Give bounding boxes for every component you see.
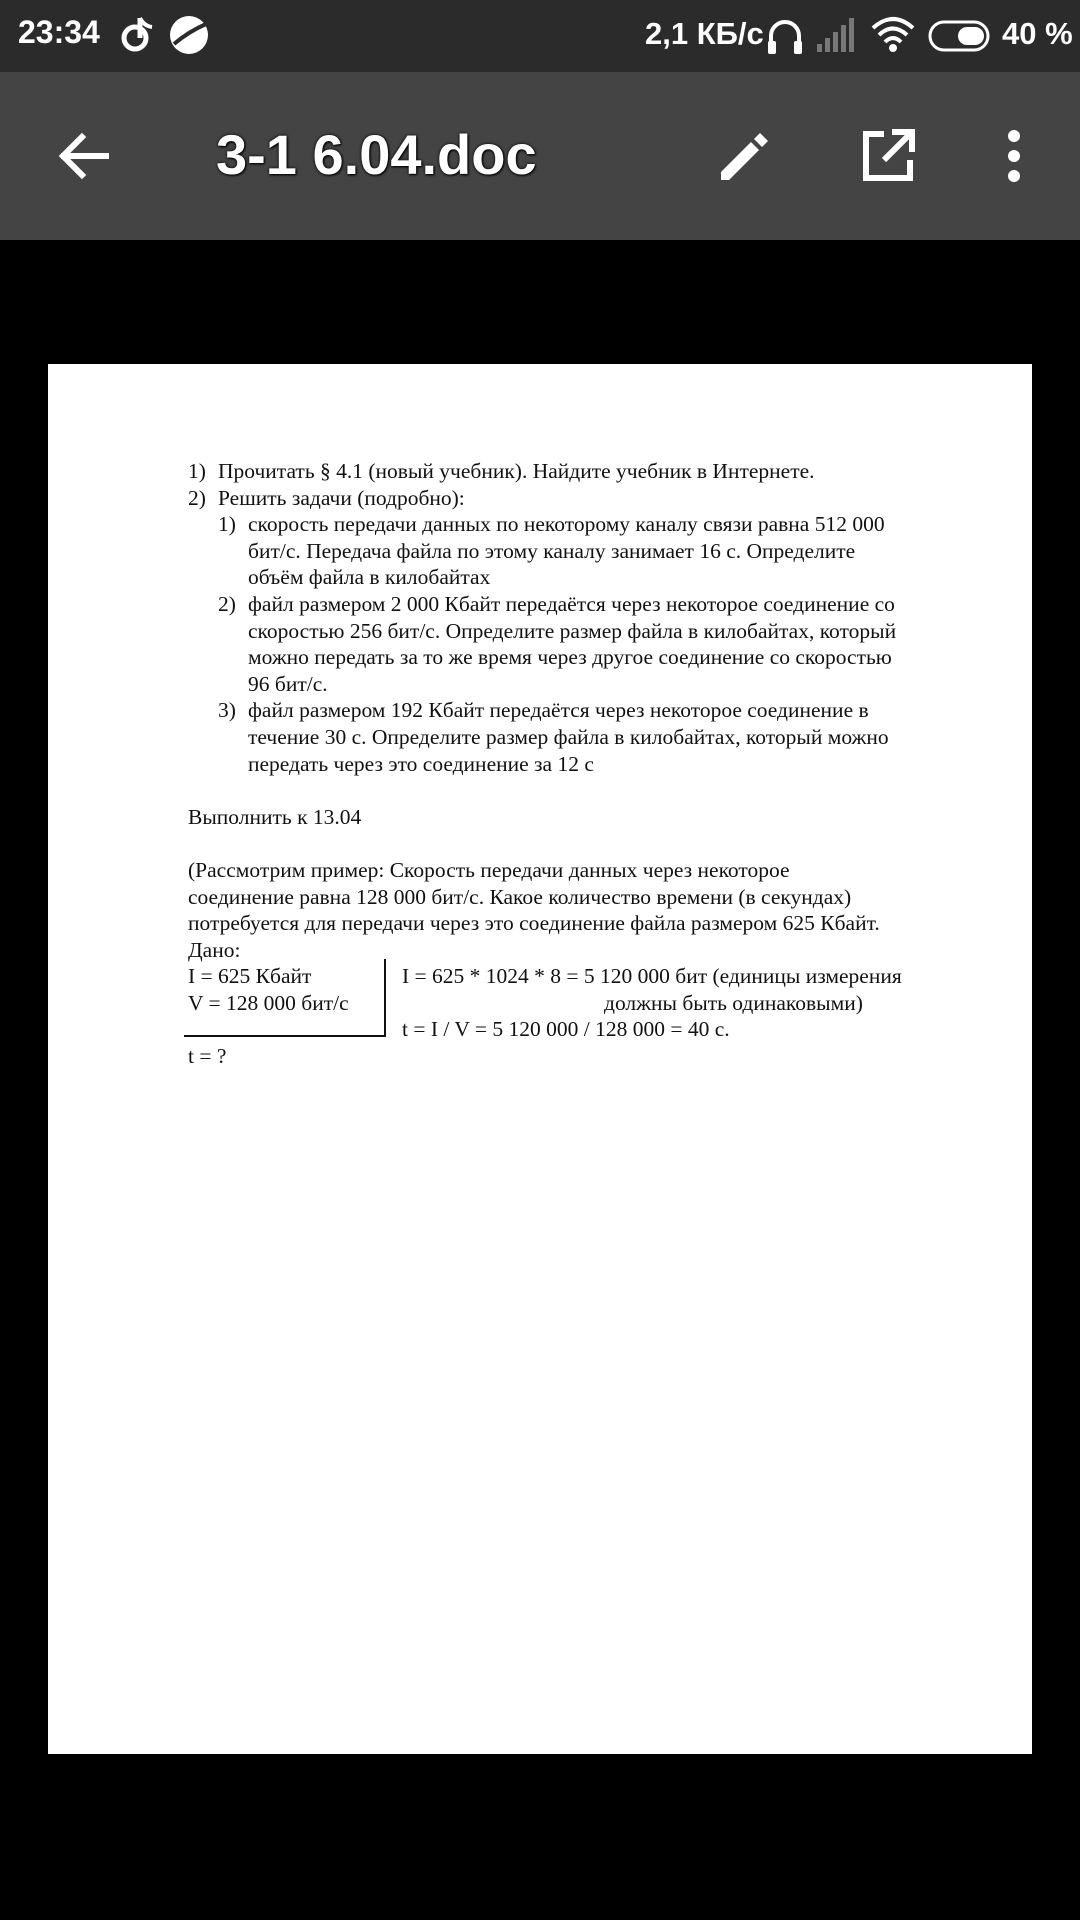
task-item: 2) файл размером 2 000 Кбайт передаётся через некоторое соединение со: [218, 591, 895, 616]
example-line: соединение равна 128 000 бит/с. Какое количество времени (в секундах): [188, 884, 852, 909]
back-button[interactable]: [46, 118, 122, 194]
task-line: 96 бит/с.: [248, 671, 328, 696]
edit-pencil-icon: [713, 126, 773, 186]
network-speed: 2,1 КБ/с: [645, 16, 764, 51]
signal-icon: [815, 14, 857, 59]
headphones-icon: [765, 14, 805, 61]
battery-percent: 40 %: [1002, 16, 1073, 51]
solution-line: должны быть одинаковыми): [604, 990, 863, 1015]
given-value: I = 625 Кбайт: [188, 964, 312, 989]
browser-icon: [168, 14, 210, 61]
status-time: 23:34: [18, 14, 100, 50]
tiktok-icon: [120, 14, 154, 59]
wifi-icon: [870, 14, 916, 59]
find-value: t = ?: [188, 1044, 227, 1069]
app-bar: [0, 72, 1080, 240]
open-external-icon: [858, 126, 918, 186]
given-label: Дано:: [188, 937, 241, 962]
back-arrow-icon: [56, 128, 112, 184]
status-bar: [0, 0, 1080, 72]
deadline-text: Выполнить к 13.04: [188, 804, 362, 829]
task-line: объём файла в килобайтах: [248, 565, 491, 590]
document-page: [48, 364, 1032, 1754]
example-line: (Рассмотрим пример: Скорость передачи данных через некоторое: [188, 857, 790, 882]
open-external-button[interactable]: [850, 118, 926, 194]
task-line: течение 30 с. Определите размер файла в килобайтах, который можно: [248, 724, 889, 749]
solution-line: t = I / V = 5 120 000 / 128 000 = 40 с.: [402, 1017, 730, 1042]
edit-button[interactable]: [705, 118, 781, 194]
task-item: 3) файл размером 192 Кбайт передаётся через некоторое соединение в: [218, 698, 869, 723]
task-line: скоростью 256 бит/с. Определите размер файла в килобайтах, который: [248, 618, 897, 643]
given-divider-horizontal: [184, 1035, 386, 1037]
document-body: [188, 458, 1008, 1069]
task-line: можно передать за то же время через другое соединение со скоростью: [248, 645, 892, 670]
example-line: потребуется для передачи через это соединение файла размером 625 Кбайт.: [188, 911, 880, 936]
given-value: V = 128 000 бит/с: [188, 990, 349, 1015]
task-line: бит/с. Передача файла по этому каналу занимает 16 с. Определите: [248, 538, 856, 563]
task-item: 1) скорость передачи данных по некоторому каналу связи равна 512 000: [218, 512, 885, 537]
list-item: 1) Прочитать § 4.1 (новый учебник). Найдите учебник в Интернете.: [188, 459, 815, 483]
solution-line: I = 625 * 1024 * 8 = 5 120 000 бит (единицы измерения: [402, 964, 902, 989]
more-options-button[interactable]: [976, 118, 1052, 194]
more-vert-icon: [1004, 126, 1024, 186]
given-solution-block: [188, 963, 1008, 1069]
list-item: 2) Решить задачи (подробно):: [188, 485, 465, 510]
task-line: передать через это соединение за 12 с: [248, 751, 594, 776]
given-divider-vertical: [384, 959, 386, 1035]
document-title: 3-1 6.04.doc: [216, 123, 537, 186]
battery-icon: [928, 20, 994, 57]
